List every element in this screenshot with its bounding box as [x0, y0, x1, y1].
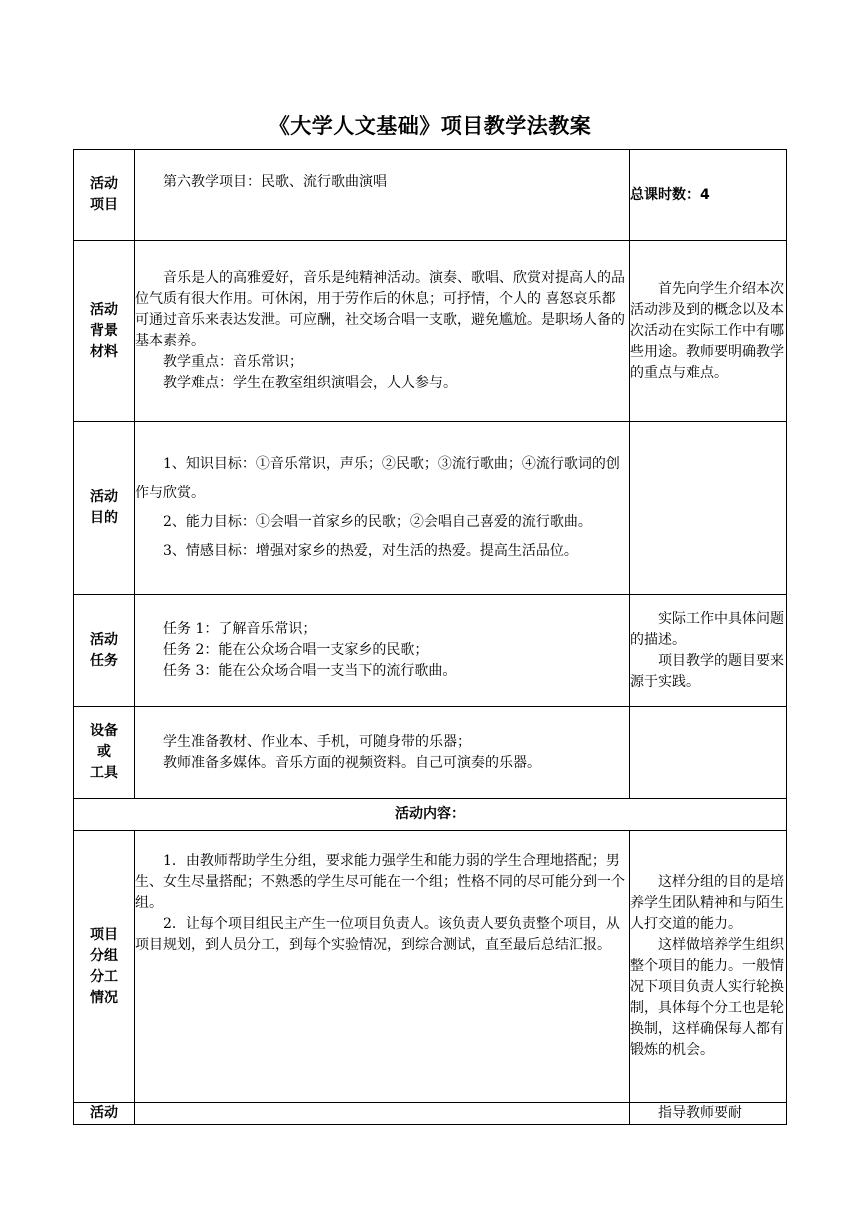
- grouping-step-1: 1．由教师帮助学生分组，要求能力强学生和能力弱的学生合理地搭配；男生、女生尽量搭配；不熟悉的学生尽可能在一个组；性格不同的尽可能分到一个组。: [135, 853, 625, 911]
- cell-goal-note: [630, 422, 787, 595]
- grouping-note-2: 这样做培养学生组织整个项目的能力。一般情况下项目负责人实行轮换制，具体每个分工也是轮换制，这样确保每人都有锻炼的机会。: [630, 937, 784, 1058]
- cell-last-note: [630, 1103, 787, 1125]
- label-text: 活动 任务: [90, 631, 118, 669]
- label-equipment: [74, 707, 135, 799]
- task-1: 任务 1：了解音乐常识；: [163, 621, 317, 637]
- label-activity-task: [74, 595, 135, 707]
- lesson-plan-table: [73, 149, 787, 1125]
- cell-task-note: [630, 595, 787, 707]
- label-text: 活动 背景 材料: [90, 301, 118, 360]
- row-activity-last: [74, 1103, 787, 1125]
- row-activity-project: [74, 150, 787, 241]
- label-text: 活动: [90, 1105, 118, 1121]
- label-activity-last: [74, 1103, 135, 1125]
- label-text: 项目 分组 分工 情况: [90, 926, 118, 1006]
- project-content-text: 第六教学项目：民歌、流行歌曲演唱: [163, 174, 387, 190]
- task-2: 任务 2：能在公众场合唱一支家乡的民歌；: [163, 642, 429, 658]
- row-group-division: [74, 831, 787, 1103]
- label-text: 活动 目的: [90, 489, 118, 526]
- task-3: 任务 3：能在公众场合唱一支当下的流行歌曲。: [163, 663, 457, 679]
- cell-grouping-content: [135, 831, 630, 1103]
- last-note-text: 指导教师要耐: [658, 1105, 742, 1121]
- goal-ability: 2、能力目标：①会唱一首家乡的民歌；②会唱自己喜爱的流行歌曲。: [163, 514, 592, 530]
- label-text: 设备 或 工具: [90, 723, 118, 781]
- cell-equipment-content: [135, 707, 630, 799]
- cell-total-hours: [630, 150, 787, 241]
- equipment-teacher: 教师准备多媒体。音乐方面的视频资料。自己可演奏的乐器。: [163, 754, 541, 771]
- cell-background-content: [135, 241, 630, 422]
- cell-background-note: [630, 241, 787, 422]
- row-background-material: [74, 241, 787, 422]
- row-equipment: [74, 707, 787, 799]
- activity-content-header: [74, 799, 787, 831]
- label-text: 活动 项目: [90, 176, 118, 213]
- goal-emotion: 3、情感目标：增强对家乡的热爱，对生活的热爱。提高生活品位。: [163, 543, 578, 559]
- cell-task-content: [135, 595, 630, 707]
- cell-grouping-note: [630, 831, 787, 1103]
- activity-content-header-text: 活动内容：: [395, 806, 465, 822]
- cell-equipment-note: [630, 707, 787, 799]
- total-hours-text: 总课时数：4: [630, 186, 710, 203]
- teaching-difficulty: 教学难点：学生在教室组织演唱会，人人参与。: [163, 375, 457, 391]
- background-note-text: 首先向学生介绍本次活动涉及到的概念以及本次活动在实际工作中有哪些用途。教师要明确教学的重点与难点。: [630, 280, 784, 381]
- cell-project-content: [135, 150, 630, 241]
- cell-last-content: [135, 1103, 630, 1125]
- row-activity-goal: [74, 422, 787, 595]
- row-activity-task: [74, 595, 787, 707]
- cell-goal-content: [135, 422, 630, 595]
- task-note-1: 实际工作中具体问题的描述。: [630, 610, 784, 648]
- page-title: 《大学人文基础》项目教学法教案: [268, 114, 592, 138]
- label-activity-goal: [74, 422, 135, 595]
- grouping-note-1: 这样分组的目的是培养学生团队精神和与陌生人打交道的能力。: [630, 874, 784, 932]
- teaching-focus: 教学重点：音乐常识；: [163, 354, 303, 370]
- label-group-division: [74, 831, 135, 1103]
- equipment-students: 学生准备教材、作业本、手机，可随身带的乐器；: [163, 733, 471, 750]
- background-paragraph: 音乐是人的高雅爱好，音乐是纯精神活动。演奏、歌唱、欣赏对提高人的品位气质有很大作用。可休闲，用于劳作后的休息；可抒情，个人的 喜怒哀乐都可通过音乐来表达发泄。可应酬，社交场合唱一支歌，避免尴尬。是职场人备的基本素养。: [135, 270, 625, 349]
- grouping-step-2: 2．让每个项目组民主产生一位项目负责人。该负责人要负责整个项目，从项目规划，到人员分工，到每个实验情况，到综合测试，直至最后总结汇报。: [135, 916, 620, 953]
- task-note-2: 项目教学的题目要来源于实践。: [630, 652, 784, 690]
- label-background-material: [74, 241, 135, 422]
- label-activity-project: [74, 150, 135, 241]
- row-activity-content-header: [74, 799, 787, 831]
- goal-knowledge: 1、知识目标：①音乐常识，声乐；②民歌；③流行歌曲；④流行歌词的创作与欣赏。: [135, 456, 620, 501]
